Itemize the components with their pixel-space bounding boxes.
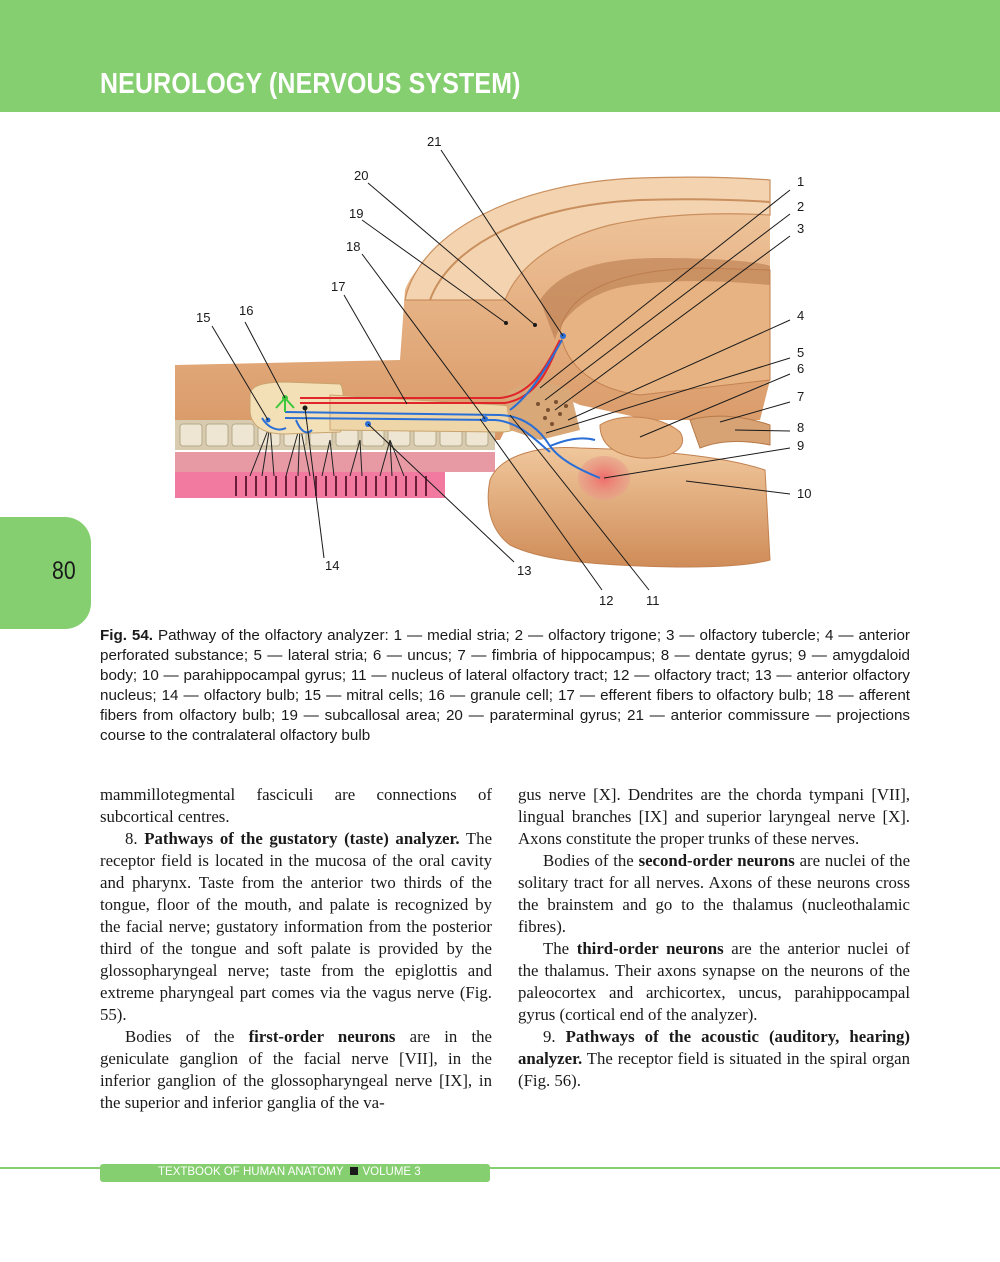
running-footer — [158, 1166, 421, 1178]
paragraph: 8. Pathways of the gustatory (taste) analyzer. The receptor field is located in the mucosa of the oral cavity and pharynx. Taste from the anterior two thirds of the tongue, floor of the mouth, and palate is recognized by the facial nerve; gustatory information from the posterior third of the tongue and soft palate is provided by the glossopharyngeal nerve; taste from the epiglottis and extreme pharyngeal part comes via the vagus nerve (Fig. 55). — [100, 829, 493, 1024]
hippocampus-fimbria — [690, 416, 770, 448]
body-column-left — [100, 784, 492, 1114]
callout-label-3: 3 — [797, 221, 805, 236]
body-column-right — [518, 784, 910, 1092]
callout-label-16: 16 — [239, 303, 254, 318]
anterior-perforated-substance — [505, 382, 580, 440]
footer-book-title: TEXTBOOK OF HUMAN ANATOMY — [158, 1166, 344, 1178]
callout-label-18: 18 — [346, 239, 361, 254]
page-number: 80 — [52, 557, 76, 585]
figure-caption-label: Fig. 54. — [100, 627, 154, 644]
term-first-order-neurons: first-order neurons — [248, 1027, 396, 1046]
footer-volume: VOLUME 3 — [362, 1166, 421, 1178]
callout-label-17: 17 — [331, 279, 346, 294]
term-second-order-neurons: second-order neurons — [638, 851, 795, 870]
callout-label-9: 9 — [797, 438, 805, 453]
chapter-title: NEUROLOGY (NERVOUS SYSTEM) — [100, 68, 521, 100]
term-third-order-neurons: third-order neurons — [576, 939, 724, 958]
callout-label-13: 13 — [517, 563, 532, 578]
callout-label-20: 20 — [354, 168, 369, 183]
callout-label-1: 1 — [797, 174, 805, 189]
callout-label-12: 12 — [599, 593, 614, 608]
callout-label-14: 14 — [325, 558, 340, 573]
paragraph: 9. Pathways of the acoustic (auditory, hearing) analyzer. The receptor field is situated in the spiral organ (Fig. 56). — [518, 1027, 910, 1090]
callout-label-2: 2 — [797, 199, 805, 214]
square-bullet-icon — [350, 1167, 358, 1175]
figure-caption-text: Pathway of the olfactory analyzer: 1 — medial stria; 2 — olfactory trigone; 3 — olfactory tubercle; 4 — anterior perforated substance; 5 — lateral stria; 6 — uncus; 7 — fimbria of hippocampus; 8 — dentate gyrus; 9 — amygdaloid body; 10 — parahippocampal gyrus; 11 — nucleus of lateral olfactory tract; 12 — olfactory tract; 13 — anterior olfactory nucleus; 14 — olfactory bulb; 15 — mitral cells; 16 — granule cell; 17 — efferent fibers to olfactory bulb; 18 — afferent fibers from olfactory bulb; 19 — subcallosal area; 20 — paraterminal gyrus; 21 — anterior commissure — projections course to the contralateral olfactory bulb — [100, 627, 910, 744]
callout-label-4: 4 — [797, 308, 805, 323]
figure-caption — [100, 626, 910, 746]
callout-label-21: 21 — [427, 134, 442, 149]
callout-label-11: 11 — [646, 593, 660, 608]
callout-label-8: 8 — [797, 420, 805, 435]
olfactory-pathway-figure — [0, 120, 1000, 620]
callout-label-10: 10 — [797, 486, 812, 501]
callout-label-15: 15 — [196, 310, 211, 325]
paragraph: mammillotegmental fasciculi are connections of subcortical centres. — [100, 785, 492, 826]
paragraph: Bodies of the first-order neurons are in the geniculate ganglion of the facial nerve [VII], in the inferior ganglion of the glossopharyngeal nerve [IX], in the superior and inferior ganglia of the va- — [100, 1027, 492, 1112]
paragraph: The third-order neurons are the anterior nuclei of the thalamus. Their axons synapse on the neurons of the paleocortex and archicortex, uncus, parahippocampal gyrus (cortical end of the analyzer). — [518, 939, 910, 1024]
section-heading-gustatory: Pathways of the gustatory (taste) analyzer. — [144, 829, 460, 848]
callout-label-19: 19 — [349, 206, 364, 221]
callout-label-7: 7 — [797, 389, 805, 404]
paragraph: Bodies of the second-order neurons are nuclei of the solitary tract for all nerves. Axons of these neurons cross the brainstem and go to the thalamus (nucleothalamic fibres). — [518, 851, 911, 936]
section-heading-acoustic: Pathways of the acoustic (auditory, hearing) analyzer. — [518, 1027, 910, 1068]
paragraph: gus nerve [X]. Dendrites are the chorda tympani [VII], lingual branches [IX] and superior laryngeal nerve [X]. Axons constitute the proper trunks of these nerves. — [518, 785, 910, 848]
nasal-submucosa — [175, 452, 495, 472]
callout-label-5: 5 — [797, 345, 805, 360]
temporal-lobe — [488, 447, 770, 567]
callout-label-6: 6 — [797, 361, 805, 376]
